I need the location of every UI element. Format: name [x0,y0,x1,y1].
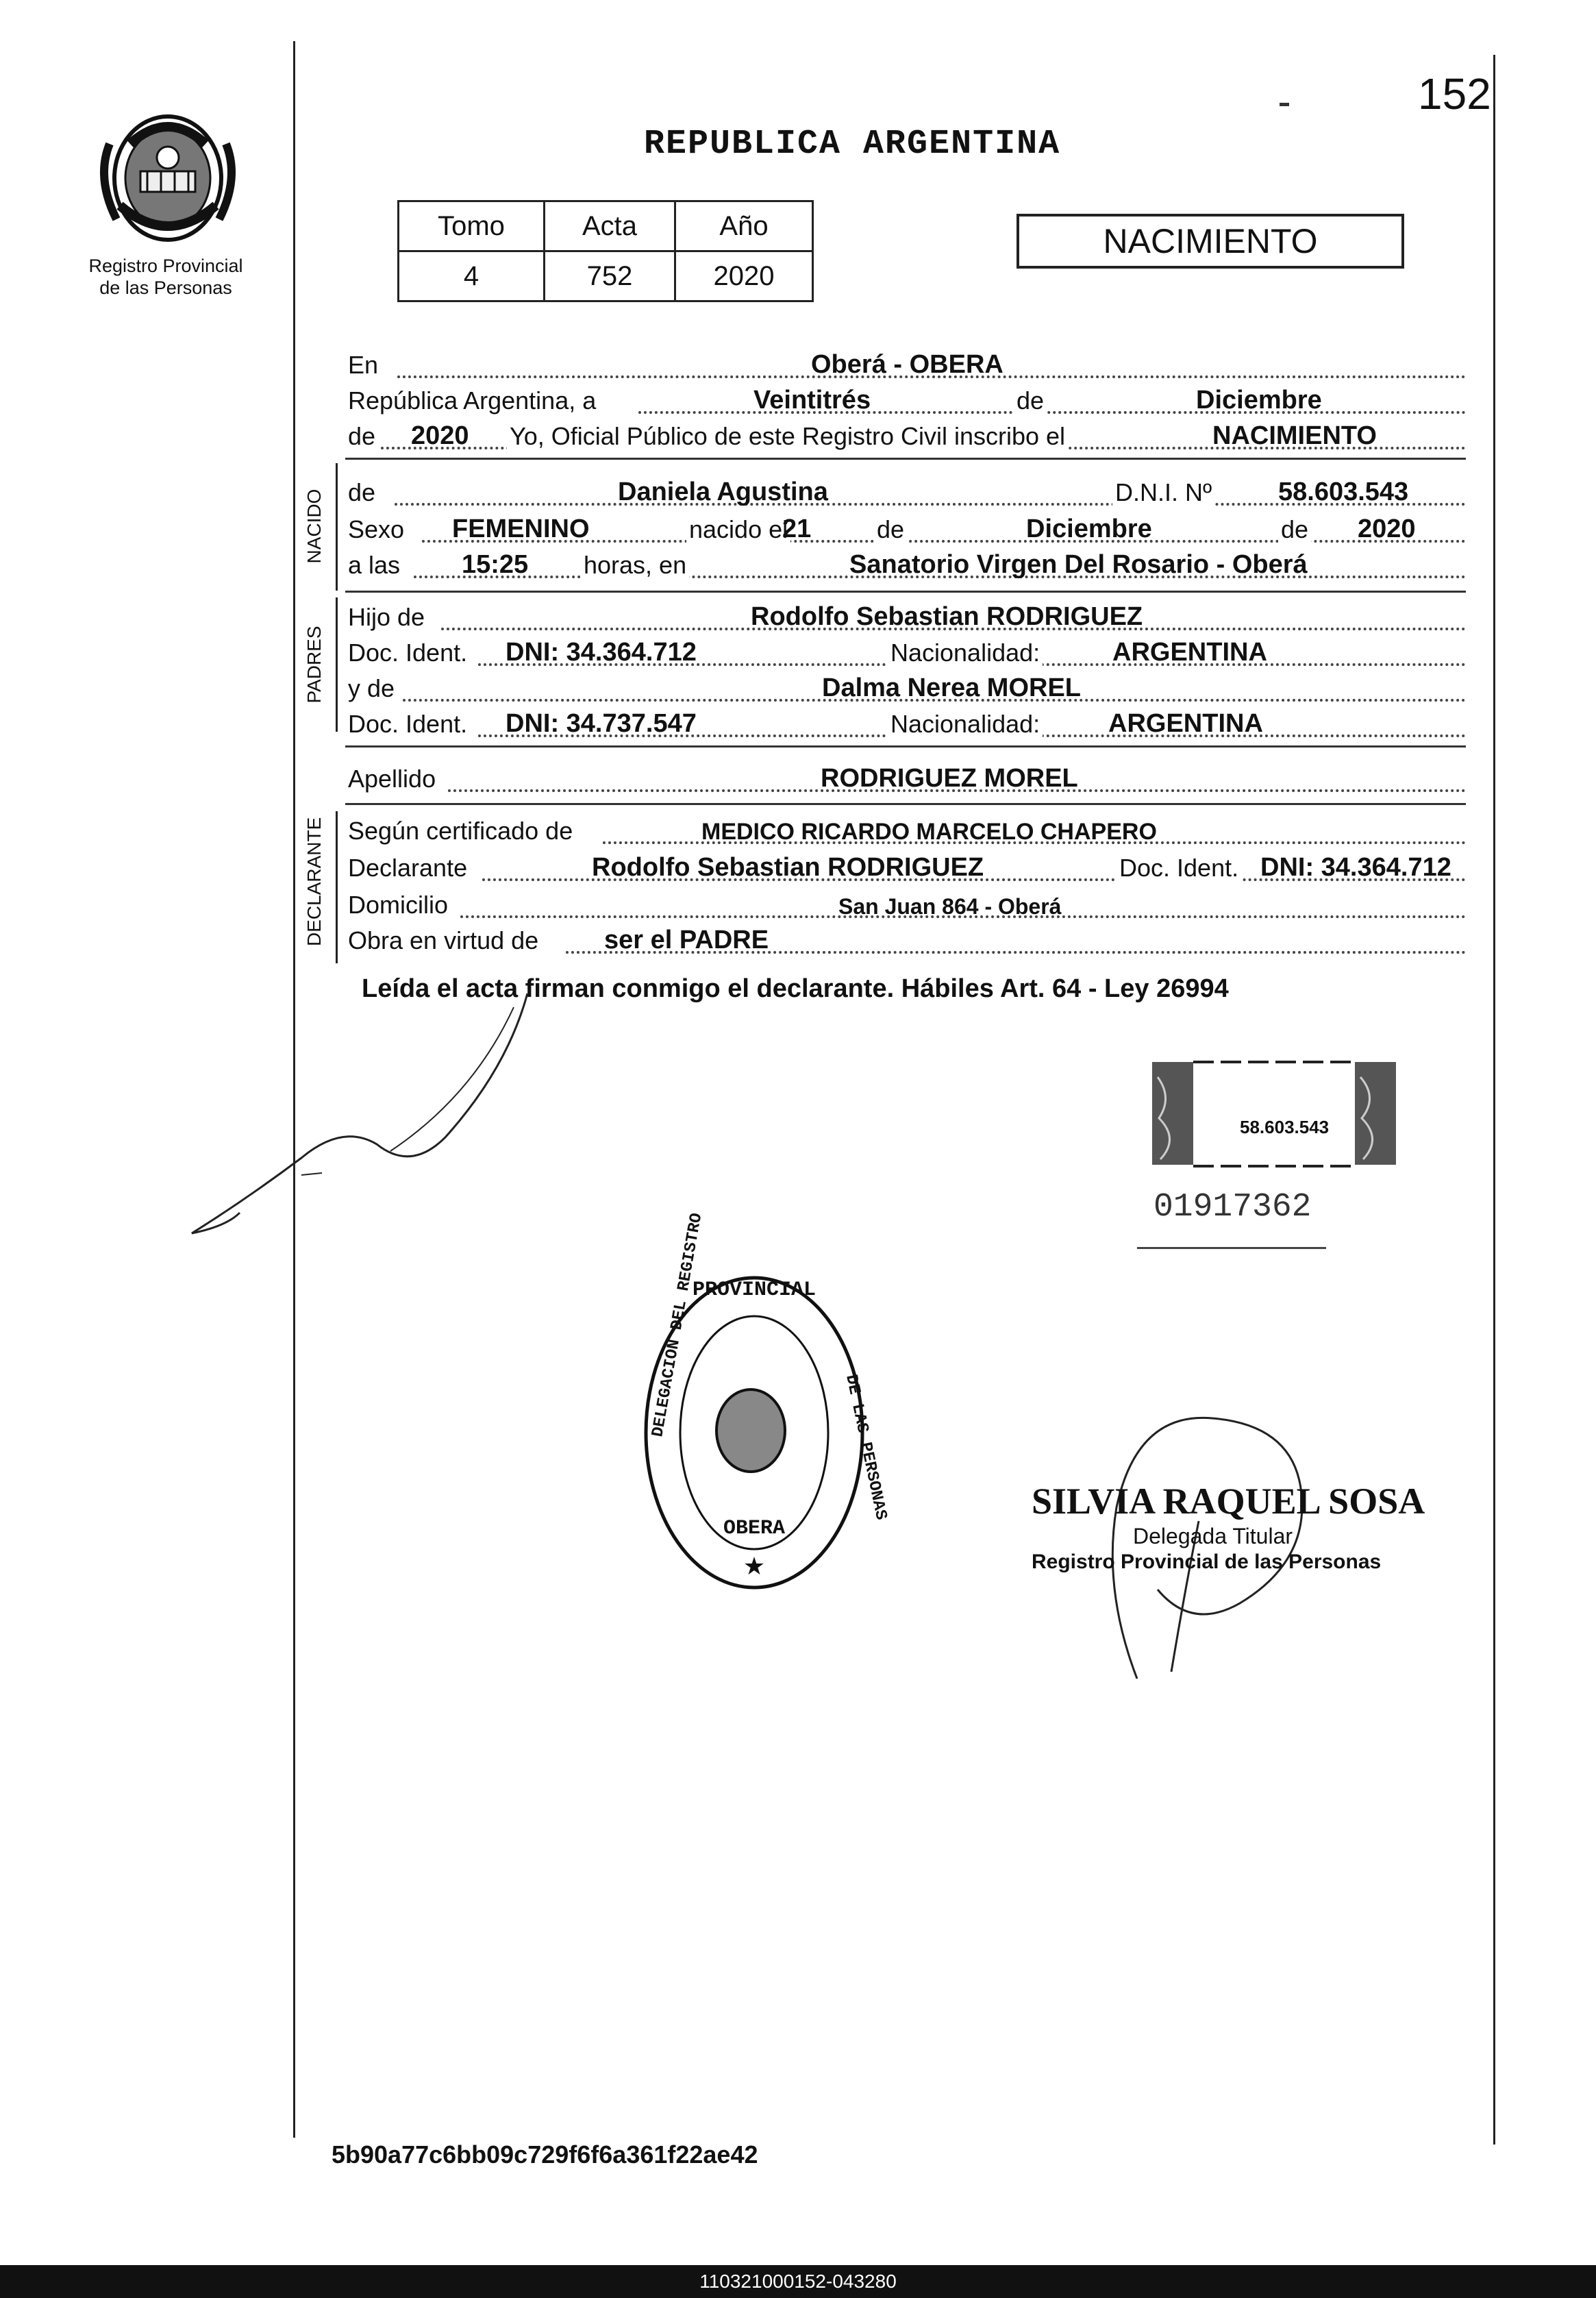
label-hijo-de: Hijo de [348,603,425,631]
record-reference-table [397,200,814,302]
signatory-name: SILVIA RAQUEL SOSA [1032,1481,1425,1522]
father-name-value: Rodolfo Sebastian RODRIGUEZ [751,602,1143,631]
day-words-value: Veintitrés [753,386,871,415]
child-name-value: Daniela Agustina [618,478,828,506]
label-horas-en: horas, en [581,551,689,580]
declarant-doc-value: DNI: 34.364.712 [1260,853,1451,882]
row-declarante [345,847,1469,887]
address-value: San Juan 864 - Oberá [838,894,1062,919]
header-tomo: Tomo [399,201,545,251]
label-domicilio: Domicilio [348,891,449,919]
label-de: de [1014,386,1047,415]
row-sexo [345,508,1469,548]
row-apellido [345,758,1469,798]
row-name [345,471,1469,511]
section-label-nacido: NACIDO [303,489,325,564]
year-value: 2020 [411,421,469,450]
section-divider [345,745,1466,748]
document-hash: 5b90a77c6bb09c729f6f6a361f22ae42 [332,2140,758,2169]
signature-block [1032,1480,1425,1574]
label-de-name: de [348,478,376,506]
father-nationality-value: ARGENTINA [1112,638,1267,667]
label-doc-ident: Doc. Ident. [348,710,468,738]
birth-day-value: 21 [782,515,812,543]
footer-bar: 110321000152-043280 [0,2265,1596,2298]
section-label-padres: PADRES [303,626,325,704]
value-tomo: 4 [399,251,545,301]
section-divider [345,803,1466,805]
registry-name [63,255,269,299]
mother-doc-value: DNI: 34.737.547 [506,709,697,738]
section-bracket-padres [336,597,338,732]
label-nacionalidad: Nacionalidad: [888,639,1043,667]
row-obra [345,919,1469,959]
record-type-box: NACIMIENTO [1017,214,1404,269]
label-de-year: de [348,422,376,450]
right-margin-line [1493,55,1495,2145]
row-certificado [345,810,1469,850]
month-value: Diciembre [1196,386,1322,415]
birth-year-value: 2020 [1358,515,1416,543]
declarant-name-value: Rodolfo Sebastian RODRIGUEZ [592,853,984,882]
label-segun-certificado: Según certificado de [348,817,573,845]
declarant-signature [185,987,569,1240]
mother-name-value: Dalma Nerea MOREL [822,674,1082,702]
closing-statement: Leída el acta firman conmigo el declarante. Hábiles Art. 64 - Ley 26994 [362,974,1229,1003]
value-anio: 2020 [675,251,813,301]
registry-line-2: de las Personas [99,277,232,298]
birth-month-value: Diciembre [1026,515,1152,543]
row-domicilio [345,884,1469,924]
row-father-doc [345,632,1469,671]
section-bracket-nacido [336,463,338,591]
header-anio: Año [675,201,813,251]
label-de-year2: de [1278,515,1311,544]
label-nacido-el: nacido el [686,515,790,544]
label-republica: República Argentina, a [348,386,597,415]
apellido-value: RODRIGUEZ MOREL [821,764,1078,793]
label-obra-en-virtud: Obra en virtud de [348,926,539,954]
label-doc-ident: Doc. Ident. [348,639,468,667]
certificate-value: MEDICO RICARDO MARCELO CHAPERO [701,819,1157,845]
section-bracket-declarante [336,811,338,963]
row-mother-doc [345,703,1469,743]
inscription-value: NACIMIENTO [1212,421,1377,450]
row-y-de [345,667,1469,707]
label-y-de: y de [348,674,395,702]
province-crest-logo [89,103,247,254]
header-acta: Acta [545,201,675,251]
page-number: 152 [1418,69,1491,119]
serial-underline [1137,1247,1326,1249]
section-divider [345,458,1466,460]
mother-nationality-value: ARGENTINA [1108,709,1263,738]
label-nacionalidad: Nacionalidad: [888,710,1043,739]
value-acta: 752 [545,251,675,301]
speck [1280,103,1289,106]
reason-value: ser el PADRE [604,926,769,954]
svg-text:★: ★ [743,1552,766,1580]
label-doc-ident: Doc. Ident. [1117,854,1241,882]
label-sexo: Sexo [348,515,405,543]
row-hora [345,544,1469,584]
label-dni: D.N.I. Nº [1112,478,1214,507]
section-divider [345,591,1466,593]
label-a-las: a las [348,551,401,579]
birth-place-value: Sanatorio Virgen Del Rosario - Oberá [849,550,1308,579]
label-en: En [348,351,379,379]
label-de-month: de [874,515,907,544]
svg-text:PROVINCIAL: PROVINCIAL [692,1278,816,1302]
yo-text: Yo, Oficial Público de este Registro Civil inscribo el [507,422,1068,451]
row-republica [345,380,1469,419]
time-value: 15:25 [462,550,529,579]
dni-stamp-number: 58.603.543 [1240,1117,1330,1137]
label-declarante: Declarante [348,854,468,882]
signatory-role: Delegada Titular [1133,1524,1293,1548]
official-seal [641,1211,890,1592]
child-dni-value: 58.603.543 [1278,478,1409,506]
row-en [345,344,1469,384]
dni-barcode-stamp [1152,1057,1396,1172]
section-label-declarante: DECLARANTE [303,817,325,946]
sexo-value: FEMENINO [452,515,590,543]
place-value: Oberá - OBERA [811,350,1003,379]
document-title: REPUBLICA ARGENTINA [644,125,1061,164]
row-year [345,415,1469,455]
signatory-organization: Registro Provincial de las Personas [1032,1550,1382,1573]
registry-line-1: Registro Provincial [88,256,243,276]
father-doc-value: DNI: 34.364.712 [506,638,697,667]
svg-text:DELEGACION DEL REGISTRO: DELEGACION DEL REGISTRO [649,1211,707,1439]
serial-number: 01917362 [1154,1189,1312,1226]
label-apellido: Apellido [348,765,436,793]
svg-text:DE LAS PERSONAS: DE LAS PERSONAS [841,1373,890,1522]
row-hijo [345,596,1469,636]
svg-text:OBERA: OBERA [723,1517,786,1540]
